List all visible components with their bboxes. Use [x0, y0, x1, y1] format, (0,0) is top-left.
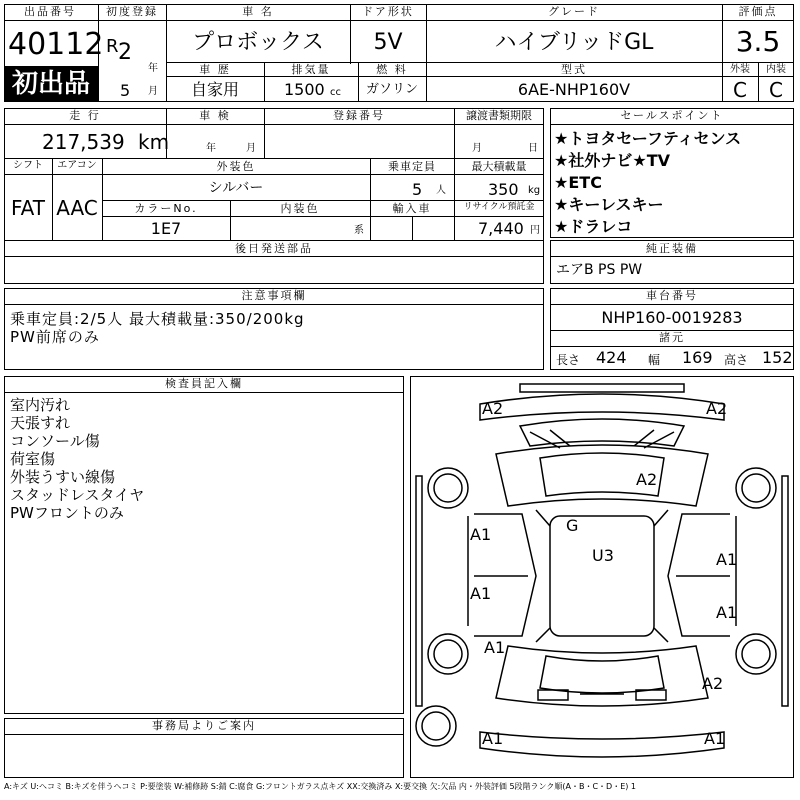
- fuel-label: 燃 料: [376, 63, 408, 76]
- aircon-label: エアコン: [57, 160, 97, 171]
- damage-mark: A1: [484, 638, 506, 657]
- sales-point-item: ★ETC: [554, 173, 602, 192]
- max-load-unit: kg: [528, 185, 541, 196]
- fuel: ガソリン: [365, 82, 418, 97]
- exterior-label: 外装: [730, 64, 750, 75]
- later-parts-label: 後日発送部品: [235, 242, 313, 255]
- sales-point-item: ★ドラレコ: [554, 217, 633, 236]
- lot-number-label: 出品番号: [24, 5, 76, 18]
- damage-mark: A1: [716, 550, 738, 569]
- office-label: 事務局よりご案内: [152, 719, 256, 732]
- color-number-label: カラーNo.: [134, 202, 198, 215]
- max-load-label: 最大積載量: [471, 160, 527, 173]
- history-label: 車 歴: [199, 63, 231, 76]
- registration-number-label: 登録番号: [333, 109, 385, 122]
- score: 3.5: [735, 25, 781, 58]
- chassis-label: 車台番号: [646, 289, 698, 302]
- inspector-item: 荷室傷: [10, 450, 56, 468]
- capacity: 5: [412, 180, 423, 199]
- legend: A:キズ U:ヘコミ B:キズを伴うヘコミ P:要塗装 W:補修跡 S:錆 C:腐食 G:フロントガラス点キズ XX:交換済み X:要交換 欠:欠品 内・外装評価 5段階ランク順(A・B・C・D・E) 1: [4, 782, 637, 791]
- car-name-label: 車 名: [242, 5, 274, 18]
- exterior-grade: C: [733, 78, 747, 102]
- sales-points-list: [554, 128, 741, 238]
- car-name: プロボックス: [192, 30, 324, 55]
- width-label: 幅: [648, 353, 661, 367]
- registration-month: 5: [120, 81, 131, 100]
- mileage: 217,539: [42, 130, 125, 154]
- damage-mark: A2: [702, 674, 724, 693]
- score-label: 評価点: [738, 5, 778, 18]
- model-code: 6AE-NHP160V: [517, 80, 631, 99]
- transfer-month-unit: 月: [472, 143, 482, 154]
- inspector-item: 天張すれ: [10, 414, 71, 432]
- recycle-deposit: 7,440: [478, 219, 524, 238]
- lot-number: 40112: [8, 27, 104, 62]
- height: 152: [762, 348, 793, 367]
- sales-point-item: ★トヨタセーフティセンス: [554, 129, 742, 148]
- damage-mark: A1: [470, 525, 492, 544]
- damage-mark: U3: [592, 546, 614, 565]
- door-type: 5V: [373, 30, 403, 55]
- notes-line: 乗車定員:2/5人 最大積載量:350/200kg: [10, 310, 305, 328]
- transfer-deadline-label: 譲渡書類期限: [466, 109, 532, 122]
- damage-mark: A1: [704, 729, 726, 748]
- era: R: [106, 36, 119, 57]
- equipment-label: 純正装備: [646, 242, 698, 255]
- grade-label: グレード: [548, 5, 600, 18]
- inspection-year-unit: 年: [206, 143, 216, 154]
- inspector-item: 室内汚れ: [10, 396, 71, 414]
- damage-mark: A2: [706, 399, 728, 418]
- equipment-value: エアB PS PW: [556, 262, 643, 278]
- damage-mark: A2: [636, 470, 658, 489]
- model-label: 型式: [561, 63, 587, 76]
- door-type-label: ドア形状: [362, 5, 414, 18]
- exterior-color-label: 外装色: [216, 160, 256, 173]
- sales-point-item: ★社外ナビ★TV: [554, 151, 670, 170]
- interior-color-unit: 系: [354, 225, 364, 236]
- length: 424: [596, 348, 627, 367]
- first-listing-badge: 初出品: [4, 66, 98, 102]
- color-number: 1E7: [150, 219, 182, 238]
- damage-mark: G: [566, 516, 579, 535]
- displacement-label: 排気量: [291, 63, 331, 76]
- sales-points-label: セールスポイント: [620, 109, 724, 122]
- damage-mark: A1: [470, 584, 492, 603]
- grade: ハイブリッドGL: [494, 30, 654, 55]
- year-unit: 年: [148, 63, 158, 74]
- inspector-list: [10, 396, 144, 522]
- exterior-color: シルバー: [208, 180, 264, 196]
- inspector-item: スタッドレスタイヤ: [10, 486, 145, 504]
- shift: FAT: [10, 196, 45, 220]
- shift-label: シフト: [13, 160, 43, 171]
- sales-point-item: ★キーレスキー: [554, 195, 664, 214]
- recycle-label: リサイクル預託金: [463, 202, 535, 212]
- max-load: 350: [488, 180, 519, 199]
- displacement-unit: cc: [330, 87, 341, 98]
- interior-color-label: 内装色: [280, 202, 320, 215]
- inspector-item: コンソール傷: [10, 432, 100, 450]
- width: 169: [682, 348, 713, 367]
- mileage-unit: km: [138, 130, 170, 154]
- mileage-label: 走 行: [69, 109, 101, 122]
- recycle-unit: 円: [530, 225, 540, 236]
- height-label: 高さ: [724, 353, 749, 367]
- displacement: 1500: [284, 80, 325, 99]
- import-label: 輸入車: [392, 202, 432, 215]
- notes-line: PW前席のみ: [10, 328, 100, 346]
- capacity-unit: 人: [436, 185, 446, 196]
- damage-mark: A1: [716, 603, 738, 622]
- inspection-label: 車 検: [199, 109, 231, 122]
- transfer-day-unit: 日: [528, 143, 538, 154]
- interior-grade: C: [769, 78, 783, 102]
- registration-year: 2: [118, 40, 132, 65]
- inspector-item: PWフロントのみ: [10, 504, 124, 522]
- car-diagram: [410, 376, 794, 778]
- dimensions-label: 諸元: [659, 331, 685, 344]
- damage-mark: A1: [482, 729, 504, 748]
- inspector-label: 検査員記入欄: [165, 377, 243, 390]
- notes-label: 注意事項欄: [241, 289, 307, 302]
- month-unit: 月: [148, 86, 158, 97]
- inspector-item: 外装うすい線傷: [10, 468, 116, 486]
- vehicle-history: 自家用: [190, 80, 239, 99]
- chassis-number: NHP160-0019283: [601, 308, 743, 327]
- length-label: 長さ: [556, 353, 581, 367]
- aircon: AAC: [56, 196, 98, 220]
- capacity-label: 乗車定員: [388, 160, 436, 173]
- interior-label: 内装: [766, 64, 786, 75]
- first-registration-label: 初度登録: [106, 5, 158, 18]
- inspection-month-unit: 月: [246, 143, 256, 154]
- damage-mark: A2: [482, 399, 504, 418]
